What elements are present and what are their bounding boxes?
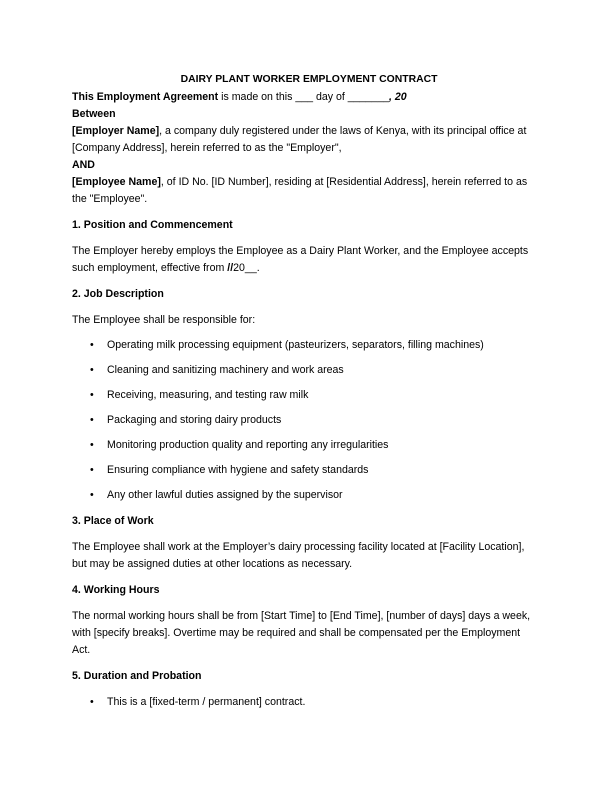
employer-name: [Employer Name] [72, 125, 160, 137]
list-item [72, 412, 540, 429]
duty-text: Packaging and storing dairy products [107, 414, 282, 426]
list-item [72, 337, 540, 354]
job-intro: The Employee shall be responsible for: [72, 314, 256, 326]
employee-details: , of ID No. [ID Number], residing at [Residential Address], herein referred to as the "Employee". [72, 176, 528, 205]
bullet-icon: • [90, 364, 94, 376]
bullet-icon: • [90, 464, 94, 476]
agreement-bold: This Employment Agreement [72, 91, 219, 103]
duty-text: Operating milk processing equipment (pasteurizers, separators, filling machines) [107, 339, 484, 351]
duration-text: This is a [fixed-term / permanent] contract. [107, 696, 306, 708]
position-paragraph [72, 243, 540, 277]
agreement-intro [72, 89, 540, 106]
employer-paragraph [72, 123, 540, 157]
document-title: DAIRY PLANT WORKER EMPLOYMENT CONTRACT [180, 74, 438, 85]
duty-text: Any other lawful duties assigned by the supervisor [107, 489, 343, 501]
duty-text: Cleaning and sanitizing machinery and work areas [107, 364, 344, 376]
list-item [72, 694, 540, 711]
duty-text: Monitoring production quality and reporting any irregularities [107, 439, 389, 451]
duty-text: Ensuring compliance with hygiene and safety standards [107, 464, 369, 476]
list-item [72, 387, 540, 404]
list-item [72, 487, 540, 504]
list-item [72, 362, 540, 379]
bullet-icon: • [90, 389, 94, 401]
duty-text: Receiving, measuring, and testing raw milk [107, 389, 309, 401]
duration-list [72, 694, 540, 711]
agreement-year: , 20 [389, 91, 407, 103]
between-label: Between [72, 108, 116, 120]
section-heading-hours: 4. Working Hours [72, 584, 160, 596]
employee-name: [Employee Name] [72, 176, 161, 188]
employer-details: , a company duly registered under the laws of Kenya, with its principal office at [Company Address], herein referred to as the "Employer", [72, 125, 527, 154]
position-date-slashes: // [227, 262, 234, 274]
position-text: The Employer hereby employs the Employee as a Dairy Plant Worker, and the Employee accepts such employment, effective from [72, 245, 529, 274]
and-label: AND [72, 159, 95, 171]
employee-paragraph [72, 174, 540, 208]
section-heading-position: 1. Position and Commencement [72, 219, 233, 231]
position-year: 20__. [233, 262, 260, 274]
bullet-icon: • [90, 696, 94, 708]
section-heading-place: 3. Place of Work [72, 515, 154, 527]
bullet-icon: • [90, 489, 94, 501]
hours-paragraph: The normal working hours shall be from [Start Time] to [End Time], [number of days] days a week, with [specify breaks]. Overtime may be required and shall be compensated per the Employment Act. [72, 610, 531, 656]
section-heading-duration: 5. Duration and Probation [72, 670, 202, 682]
contract-page [72, 71, 540, 719]
list-item [72, 462, 540, 479]
section-heading-job: 2. Job Description [72, 288, 164, 300]
agreement-rest: is made on this ___ day of _______ [218, 91, 389, 103]
bullet-icon: • [90, 339, 94, 351]
place-paragraph: The Employee shall work at the Employer’s dairy processing facility located at [Facility Location], but may be assigned duties at other locations as necessary. [72, 541, 525, 570]
bullet-icon: • [90, 414, 94, 426]
list-item [72, 437, 540, 454]
bullet-icon: • [90, 439, 94, 451]
duties-list [72, 337, 540, 504]
